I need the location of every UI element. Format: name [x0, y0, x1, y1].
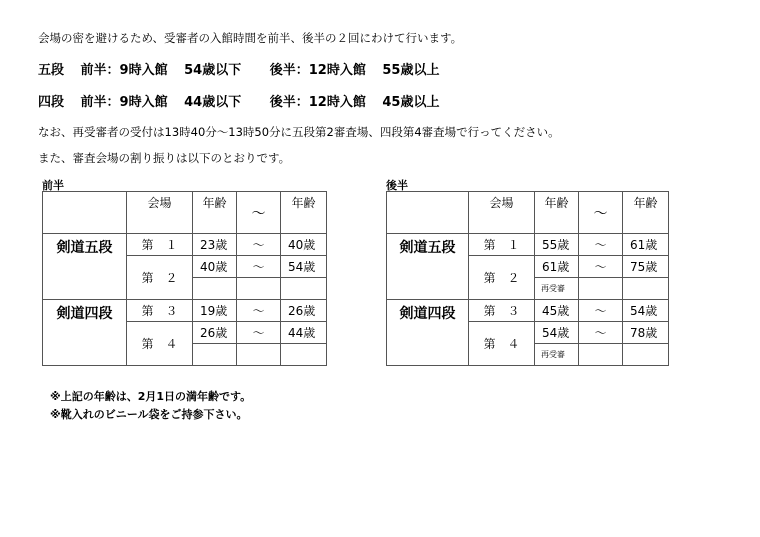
age-tilde: ～	[237, 300, 281, 322]
age-to	[281, 344, 327, 366]
age-from: 19歳	[193, 300, 237, 322]
age-to: 26歳	[281, 300, 327, 322]
header-blank	[387, 192, 469, 234]
age-to: 78歳	[623, 322, 669, 344]
age-from: 55歳	[535, 234, 579, 256]
age-tilde: ～	[579, 300, 623, 322]
note-shoe-bag: ※靴入れのビニール袋をご持参下さい。	[50, 408, 248, 421]
dan-godan: 剣道五段	[43, 234, 127, 300]
reexam-note: なお、再受審者の受付は13時40分～13時50分に五段第2審査場、四段第4審査場で行ってください。	[38, 125, 560, 139]
age-tilde: ～	[579, 322, 623, 344]
age-tilde: ～	[579, 256, 623, 278]
intro-text: 会場の密を避けるため、受審者の入館時間を前半、後半の２回にわけて行います。	[38, 31, 463, 45]
assignment-table-first	[42, 191, 327, 366]
age-from: 61歳	[535, 256, 579, 278]
schedule-first-label: 前半：9時入館	[80, 95, 168, 110]
age-tilde	[579, 344, 623, 366]
schedule-second-age: 45歳以上	[382, 95, 440, 110]
dan-godan: 剣道五段	[387, 234, 469, 300]
age-from	[193, 278, 237, 300]
age-from: 54歳	[535, 322, 579, 344]
table-label-second: 後半	[386, 179, 408, 192]
dan-yondan: 剣道四段	[43, 300, 127, 366]
reexam-label: 再受審	[535, 344, 579, 366]
header-tilde: ～	[579, 192, 623, 234]
age-to	[623, 278, 669, 300]
header-venue: 会場	[127, 192, 193, 234]
floor-3: 第 ３	[469, 300, 535, 322]
age-tilde: ～	[237, 322, 281, 344]
age-from: 45歳	[535, 300, 579, 322]
floor-2: 第 ２	[127, 256, 193, 300]
age-to	[623, 344, 669, 366]
age-from: 26歳	[193, 322, 237, 344]
age-tilde	[237, 278, 281, 300]
header-tilde: ～	[237, 192, 281, 234]
dan-yondan: 剣道四段	[387, 300, 469, 366]
age-to	[281, 278, 327, 300]
floor-4: 第 ４	[127, 322, 193, 366]
age-to: 40歳	[281, 234, 327, 256]
schedule-yondan	[38, 91, 439, 110]
age-to: 75歳	[623, 256, 669, 278]
floor-1: 第 １	[469, 234, 535, 256]
age-from: 23歳	[193, 234, 237, 256]
age-tilde: ～	[579, 234, 623, 256]
schedule-first-age: 54歳以下	[184, 63, 242, 78]
age-to: 61歳	[623, 234, 669, 256]
floor-2: 第 ２	[469, 256, 535, 300]
schedule-dan: 四段	[38, 95, 65, 110]
header-age-to: 年齢	[281, 192, 327, 234]
schedule-first-label: 前半：9時入館	[80, 63, 168, 78]
floor-3: 第 ３	[127, 300, 193, 322]
schedule-dan: 五段	[38, 63, 65, 78]
assignment-table-second	[386, 191, 669, 366]
age-tilde: ～	[237, 256, 281, 278]
note-age-basis: ※上記の年齢は、2月1日の満年齢です。	[50, 390, 252, 403]
header-age-from: 年齢	[193, 192, 237, 234]
header-age-to: 年齢	[623, 192, 669, 234]
age-to: 54歳	[623, 300, 669, 322]
table-label-first: 前半	[42, 179, 64, 192]
schedule-second-label: 後半：12時入館	[269, 95, 366, 110]
floor-1: 第 １	[127, 234, 193, 256]
floor-4: 第 ４	[469, 322, 535, 366]
schedule-second-label: 後半：12時入館	[269, 63, 366, 78]
assign-note: また、審査会場の割り振りは以下のとおりです。	[38, 151, 291, 165]
age-from	[193, 344, 237, 366]
age-from: 40歳	[193, 256, 237, 278]
age-tilde	[237, 344, 281, 366]
schedule-second-age: 55歳以上	[382, 63, 440, 78]
age-tilde	[579, 278, 623, 300]
age-to: 54歳	[281, 256, 327, 278]
reexam-label: 再受審	[535, 278, 579, 300]
schedule-godan	[38, 59, 439, 78]
schedule-first-age: 44歳以下	[184, 95, 242, 110]
age-tilde: ～	[237, 234, 281, 256]
age-to: 44歳	[281, 322, 327, 344]
header-blank	[43, 192, 127, 234]
header-venue: 会場	[469, 192, 535, 234]
header-age-from: 年齢	[535, 192, 579, 234]
